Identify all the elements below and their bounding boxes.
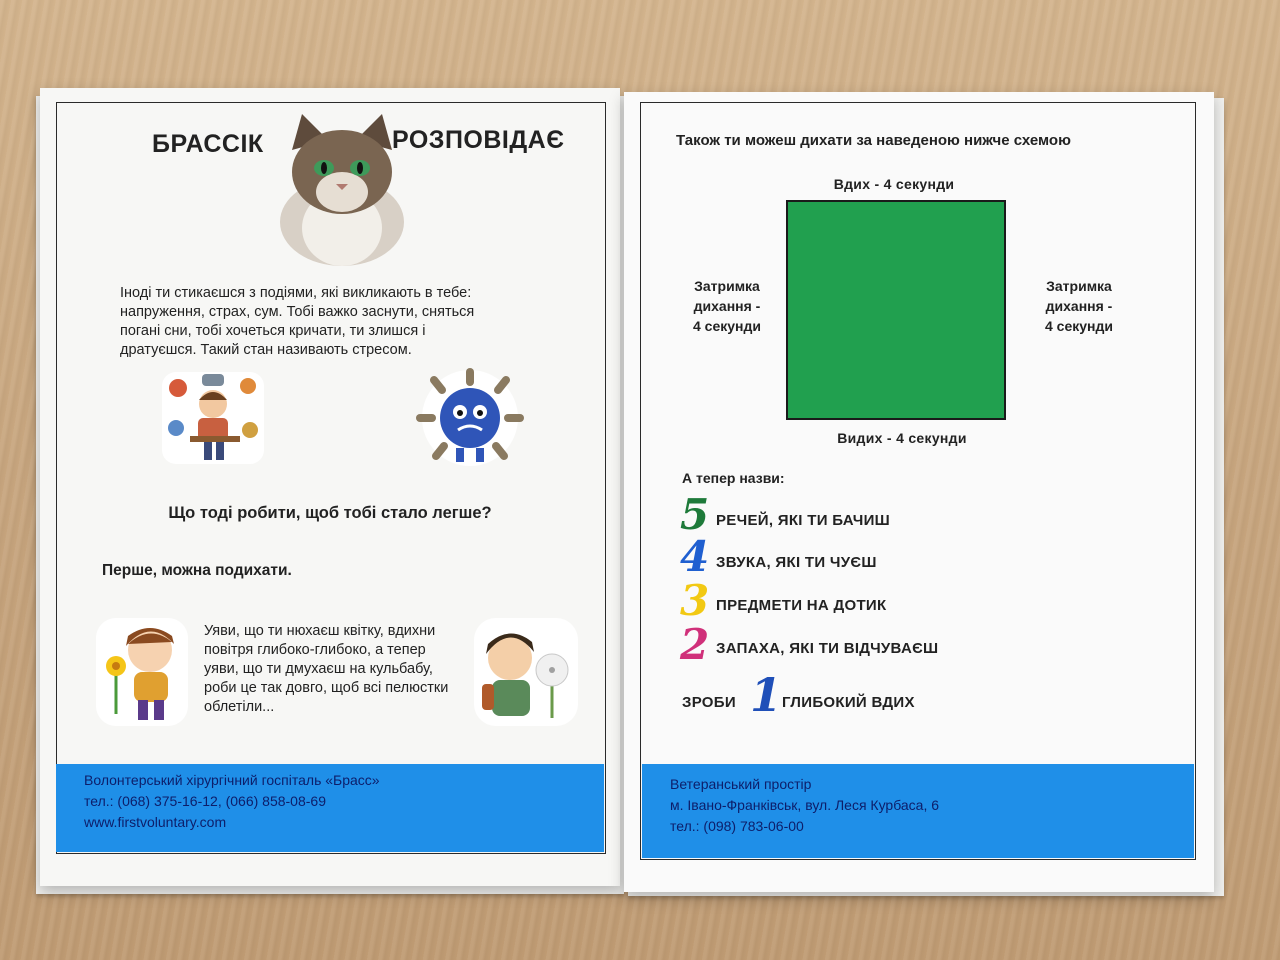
child-smelling-flower-sticker — [92, 614, 192, 730]
last-item-prefix: ЗРОБИ — [682, 694, 736, 711]
breathing-square — [786, 200, 1006, 420]
square-bottom-label: Видих - 4 секунди — [837, 430, 967, 446]
child-blowing-dandelion-sticker — [470, 614, 582, 730]
name-prompt: А тепер назви: — [682, 470, 785, 486]
item-text-3: ПРЕДМЕТИ НА ДОТИК — [716, 597, 887, 614]
breathing-heading: Також ти можеш дихати за наведеною нижче схемою — [676, 132, 1071, 149]
title-brassik: БРАССІК — [152, 130, 264, 158]
right-page — [624, 92, 1214, 892]
imagine-text: Уяви, що ти нюхаєш квітку, вдихни повітря глибоко-глибоко, а тепер уяви, що ти дмухаєш на кульбабу, роби це так довго, щоб всі пелюстки облетіли... — [204, 623, 449, 715]
intro-text: Іноді ти стикаєшся з подіями, які викликають в тебе: напруження, страх, сум. Тобі важко заснути, сняться погані сни, тобі хочеться кричати, ти злишся і дратуєшся. Такий стан називають стресом. — [120, 285, 475, 358]
item-number-2: 2 — [680, 620, 710, 669]
footer-website-link[interactable]: www.firstvoluntary.com — [84, 814, 227, 830]
square-top-label: Вдих - 4 секунди — [833, 176, 955, 192]
virus-monster-sticker — [410, 368, 530, 472]
item-number-5: 5 — [680, 490, 710, 539]
item-text-2: ЗАПАХА, ЯКІ ТИ ВІДЧУВАЄШ — [716, 640, 939, 657]
item-text-4: ЗВУКА, ЯКІ ТИ ЧУЄШ — [716, 554, 877, 571]
cat-illustration — [272, 110, 412, 270]
left-footer: Волонтерський хірургічний госпіталь «Брасс» тел.: (068) 375-16-12, (066) 858-08-69 www.firstvoluntary.com — [56, 764, 604, 852]
square-left-label: Затримка дихання - 4 секунди — [693, 278, 761, 334]
right-footer: Ветеранський простір м. Івано-Франківськ, вул. Леся Курбаса, 6 тел.: (098) 783-06-00 — [642, 764, 1194, 858]
title-rozpovidaie: РОЗПОВІДАЄ — [392, 126, 565, 154]
question-text: Що тоді робити, щоб тобі стало легше? — [168, 504, 492, 522]
square-right-label: Затримка дихання - 4 секунди — [1045, 278, 1113, 334]
item-number-1: 1 — [750, 668, 783, 722]
first-step-text: Перше, можна подихати. — [102, 562, 292, 579]
item-number-4: 4 — [680, 532, 710, 581]
item-number-3: 3 — [680, 576, 710, 625]
item-text-5: РЕЧЕЙ, ЯКІ ТИ БАЧИШ — [716, 512, 891, 529]
last-item-suffix: ГЛИБОКИЙ ВДИХ — [782, 694, 915, 711]
left-page — [40, 88, 620, 886]
stressed-child-sticker — [158, 368, 268, 468]
